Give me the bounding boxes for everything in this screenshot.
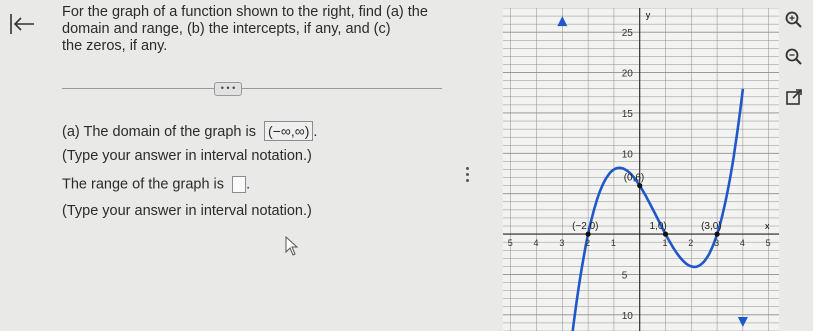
popout-icon[interactable] xyxy=(784,87,804,107)
y-tick-label: 10 xyxy=(621,310,633,322)
point-label: (0,6) xyxy=(623,172,645,184)
back-arrow-icon[interactable] xyxy=(8,10,36,38)
x-tick-label: 2 xyxy=(585,238,591,249)
prompt-line-2: domain and range, (b) the intercepts, if any, and (c) xyxy=(62,21,391,37)
domain-suffix: . xyxy=(313,124,318,140)
prompt-line-3: the zeros, if any. xyxy=(62,38,168,54)
x-tick-label: 1 xyxy=(610,238,616,249)
question-prompt xyxy=(62,4,462,55)
y-tick-label: 5 xyxy=(621,270,628,282)
splitter-handle[interactable] xyxy=(464,164,470,190)
point-label: (−2,0) xyxy=(572,221,599,233)
range-line xyxy=(62,176,250,193)
x-axis-label: x xyxy=(765,221,770,232)
point-marker xyxy=(586,232,591,237)
divider xyxy=(62,88,442,89)
range-suffix: . xyxy=(246,176,251,193)
domain-line xyxy=(62,121,317,141)
x-tick-label: 1 xyxy=(662,238,668,249)
y-axis-label: y xyxy=(645,10,651,20)
x-tick-label: 4 xyxy=(533,238,539,249)
x-tick-label: 3 xyxy=(559,238,565,249)
point-marker xyxy=(714,232,719,237)
domain-answer-box[interactable]: (−∞,∞) xyxy=(264,121,313,141)
x-tick-label: 2 xyxy=(688,238,694,249)
zoom-out-icon[interactable] xyxy=(784,47,804,67)
x-tick-label: 4 xyxy=(739,238,745,249)
range-answer-box[interactable] xyxy=(232,176,246,193)
point-label: 1,0) xyxy=(649,221,667,233)
hint-1: (Type your answer in interval notation.) xyxy=(62,148,312,164)
mouse-cursor-icon xyxy=(285,236,299,256)
x-tick-label: 5 xyxy=(507,238,513,249)
point-marker xyxy=(637,183,642,188)
hint-2: (Type your answer in interval notation.) xyxy=(62,203,312,219)
x-tick-label: 3 xyxy=(714,238,720,249)
more-button[interactable]: • • • xyxy=(214,82,242,96)
point-label: (3,0) xyxy=(701,221,722,233)
point-marker xyxy=(663,232,668,237)
x-tick-label: 5 xyxy=(765,238,771,249)
zoom-in-icon[interactable] xyxy=(784,10,804,30)
y-tick-label: 20 xyxy=(621,68,633,80)
y-tick-label: 25 xyxy=(621,28,633,40)
prompt-line-1: For the graph of a function shown to the right, find (a) the xyxy=(62,4,428,20)
range-label: The range of the graph is xyxy=(62,176,225,193)
function-graph xyxy=(503,8,779,331)
y-tick-label: 15 xyxy=(621,108,633,120)
y-tick-label: 10 xyxy=(621,149,633,161)
domain-label: (a) The domain of the graph is xyxy=(62,124,256,140)
